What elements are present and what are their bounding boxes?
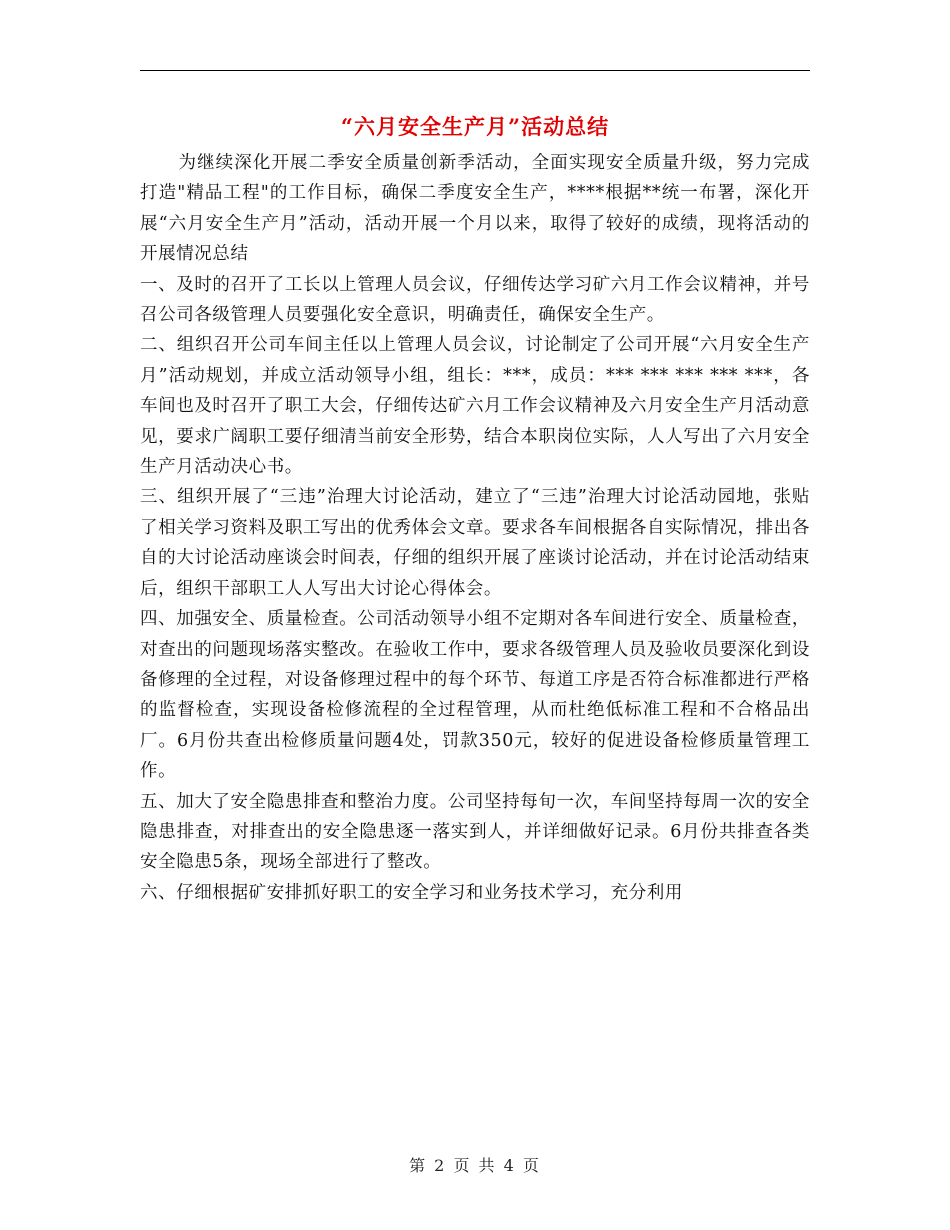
body-paragraph-3: 三、组织开展了“三违”治理大讨论活动，建立了“三违”治理大讨论活动园地，张贴了相关学习资料及职工写出的优秀体会文章。要求各车间根据各自实际情况，排出各自的大讨论活动座谈会时间表，仔细的组织开展了座谈讨论活动，并在讨论活动结束后，组织干部职工人人写出大讨论心得体会。: [140, 487, 810, 599]
document-title: “六月安全生产月”活动总结: [340, 114, 610, 139]
body-paragraph-1: 一、及时的召开了工长以上管理人员会议，仔细传达学习矿六月工作会议精神，并号召公司各级管理人员要强化安全意识，明确责任，确保安全生产。: [140, 274, 810, 326]
body-paragraph-6: 六、仔细根据矿安排抓好职工的安全学习和业务技术学习，充分利用: [140, 882, 683, 903]
page-number-footer: 第 2 页 共 4 页: [409, 1156, 541, 1175]
body-paragraph-2: 二、组织召开公司车间主任以上管理人员会议，讨论制定了公司开展“六月安全生产月”活动规划，并成立活动领导小组，组长：***，成员：*** *** *** *** ***，各车间也及时召开了职工大会，仔细传达矿六月工作会议精神及六月安全生产月活动意见，要求广阔职工要仔细清当前安全形势，结合本职岗位实际，人人写出了六月安全生产月活动决心书。: [140, 335, 810, 478]
body-paragraph-5: 五、加大了安全隐患排查和整治力度。公司坚持每旬一次，车间坚持每周一次的安全隐患排查，对排查出的安全隐患逐一落实到人，并详细做好记录。6月份共排查各类安全隐患5条，现场全部进行了整改。: [140, 791, 810, 873]
body-paragraph-4: 四、加强安全、质量检查。公司活动领导小组不定期对各车间进行安全、质量检查，对查出的问题现场落实整改。在验收工作中，要求各级管理人员及验收员要深化到设备修理的全过程，对设备修理过程中的每个环节、每道工序是否符合标准都进行严格的监督检查，实现设备检修流程的全过程管理，从而杜绝低标准工程和不合格品出厂。6月份共查出检修质量问题4处，罚款350元，较好的促进设备检修质量管理工作。: [140, 609, 810, 782]
header-rule: [140, 70, 810, 71]
intro-paragraph: 为继续深化开展二季安全质量创新季活动，全面实现安全质量升级，努力完成打造"精品工程"的工作目标，确保二季度安全生产，****根据**统一布署，深化开展“六月安全生产月”活动，活动开展一个月以来，取得了较好的成绩，现将活动的开展情况总结: [140, 153, 810, 265]
document-body: [140, 148, 810, 908]
